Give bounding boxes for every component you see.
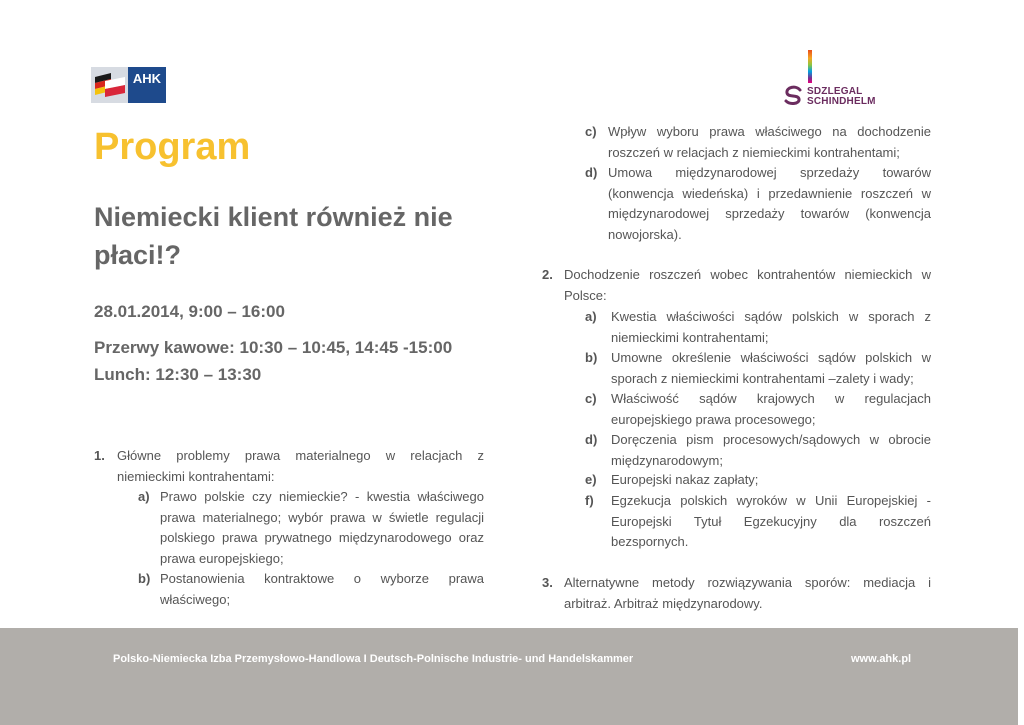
footer-website-link[interactable]: www.ahk.pl: [851, 653, 912, 665]
subitem-letter: d): [585, 165, 598, 180]
subitem-letter: b): [585, 350, 598, 365]
subitem-text: Umowa międzynarodowej sprzedaży towarów (konwencja wiedeńska) i przedawnienie roszczeń w międzynarodowej sprzedaży towarów (konwencja nowojorska).: [608, 165, 931, 242]
german-polish-flag-icon: [91, 67, 127, 103]
subitem-text: Doręczenia pism procesowych/sądowych w obrocie międzynarodowym;: [611, 432, 931, 468]
agenda-item-text: Alternatywne metody rozwiązywania sporów: mediacja i arbitraż. Arbitraż międzynarodowy.: [564, 575, 931, 611]
page-title: Program: [94, 126, 251, 168]
subitem-letter: e): [585, 472, 597, 487]
subitem-text: Prawo polskie czy niemieckie? - kwestia właściwego prawa materialnego; wybór prawa w świetle regulacji polskiego prawa prywatnego międzynarodowego oraz prawa europejskiego;: [160, 489, 484, 566]
subitem-letter: c): [585, 124, 597, 139]
ahk-logo: [91, 67, 166, 103]
logo-color-bar: [808, 50, 812, 83]
event-date: 28.01.2014, 9:00 – 16:00: [94, 302, 285, 321]
logo-text-line1: SDZLEGAL: [807, 86, 863, 97]
footer-bar: [0, 628, 1018, 725]
agenda-item-text: Główne problemy prawa materialnego w relacjach z niemieckimi kontrahentami:: [117, 448, 484, 484]
agenda-item-number: 3.: [542, 575, 553, 590]
subitem-letter: f): [585, 493, 594, 508]
subitem-letter: a): [585, 309, 597, 324]
subitem-text: Umowne określenie właściwości sądów polskich w sporach z niemieckimi kontrahentami –zalety i wady;: [611, 350, 931, 386]
coffee-breaks: Przerwy kawowe: 10:30 – 10:45, 14:45 -15:00: [94, 338, 453, 357]
page-subtitle: Niemiecki klient również nie płaci!?: [94, 202, 453, 270]
subitem-text: Postanowienia kontraktowe o wyborze prawa właściwego;: [160, 571, 484, 607]
agenda-item-number: 1.: [94, 448, 105, 463]
subitem-text: Kwestia właściwości sądów polskich w sporach z niemieckimi kontrahentami;: [611, 309, 931, 345]
subitem-text: Europejski nakaz zapłaty;: [611, 472, 759, 487]
subitem-text: Wpływ wyboru prawa właściwego na dochodzenie roszczeń w relacjach z niemieckimi kontrahentami;: [608, 124, 931, 160]
subitem-letter: d): [585, 432, 598, 447]
logo-text-line2: SCHINDHELM: [807, 96, 876, 107]
subitem-letter: a): [138, 489, 150, 504]
footer-chamber-name: Polsko-Niemiecka Izba Przemysłowo-Handlowa I Deutsch-Polnische Industrie- und Handelskammer: [113, 653, 634, 665]
swirl-icon: [782, 84, 804, 106]
agenda-item-text: Dochodzenie roszczeń wobec kontrahentów niemieckich w Polsce:: [564, 267, 931, 303]
lunch-time: Lunch: 12:30 – 13:30: [94, 365, 262, 384]
ahk-logo-text: AHK: [128, 67, 166, 103]
agenda-item-number: 2.: [542, 267, 553, 282]
subitem-letter: b): [138, 571, 151, 586]
sdzlegal-logo: [782, 50, 892, 110]
subitem-text: Egzekucja polskich wyroków w Unii Europejskiej - Europejski Tytuł Egzekucyjny dla roszczeń bezspornych.: [611, 493, 931, 549]
subitem-text: Właściwość sądów krajowych w regulacjach europejskiego prawa procesowego;: [611, 391, 931, 427]
subitem-letter: c): [585, 391, 597, 406]
